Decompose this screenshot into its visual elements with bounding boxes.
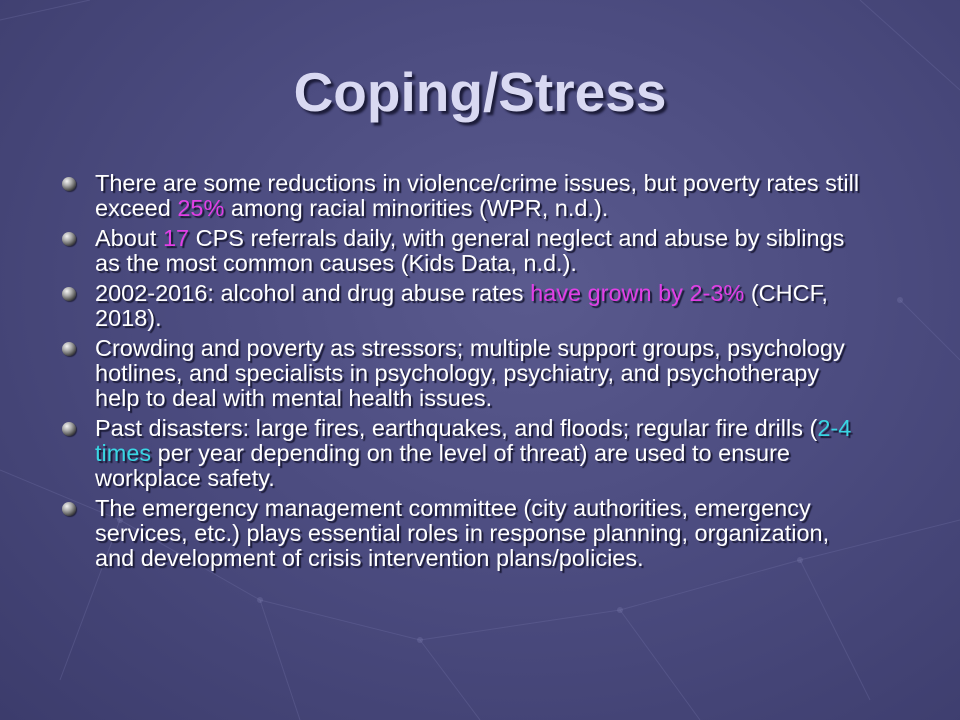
bullet-item: [62, 416, 862, 491]
bullet-text: [95, 225, 844, 276]
bullet-text: [95, 415, 851, 491]
text-segment: CPS referrals daily, with general neglect and abuse by siblings as the most common causes (Kids Data, n.d.).: [95, 225, 845, 276]
bullet-sphere-icon: [62, 422, 76, 436]
highlighted-text: 17: [162, 225, 190, 251]
text-segment: The emergency management committee (city authorities, emergency services, etc.) plays essential roles in response planning, organization, and development of crisis intervention plans/policies.: [95, 495, 830, 571]
highlighted-text: have grown by 2-3%: [530, 280, 745, 306]
bullet-sphere-icon: [62, 177, 76, 191]
bullet-text: [95, 280, 828, 331]
bullet-text: [95, 170, 859, 221]
bullet-sphere-icon: [62, 232, 76, 246]
text-segment: Crowding and poverty as stressors; multiple support groups, psychology hotlines, and specialists in psychology, psychiatry, and psychotherapy help to deal with mental health issues.: [95, 335, 845, 411]
text-segment: There are some reductions in violence/crime issues, but poverty rates still exceed: [95, 170, 860, 221]
text-segment: per year depending on the level of threat) are used to ensure workplace safety.: [95, 440, 790, 491]
bullet-item: [62, 496, 862, 571]
bullet-text: [95, 495, 829, 571]
text-segment: 2002-2016: alcohol and drug abuse rates: [95, 280, 531, 306]
text-segment: among racial minorities (WPR, n.d.).: [224, 195, 609, 221]
bullet-sphere-icon: [62, 342, 76, 356]
highlighted-text: 25%: [177, 195, 225, 221]
bullet-item: [62, 226, 862, 276]
bullet-text: [95, 335, 845, 411]
bullet-item: [62, 281, 862, 331]
bullet-item: [62, 336, 862, 411]
text-segment: Past disasters: large fires, earthquakes, and floods; regular fire drills (: [95, 415, 818, 441]
slide-title: Coping/Stress: [293, 61, 667, 123]
text-segment: About: [95, 225, 163, 251]
bullet-sphere-icon: [62, 502, 76, 516]
text-segment: (CHCF, 2018).: [95, 280, 828, 331]
bullet-list: [62, 171, 862, 576]
highlighted-text: 2-4 times: [95, 415, 852, 466]
bullet-item: [62, 171, 862, 221]
bullet-sphere-icon: [62, 287, 76, 301]
